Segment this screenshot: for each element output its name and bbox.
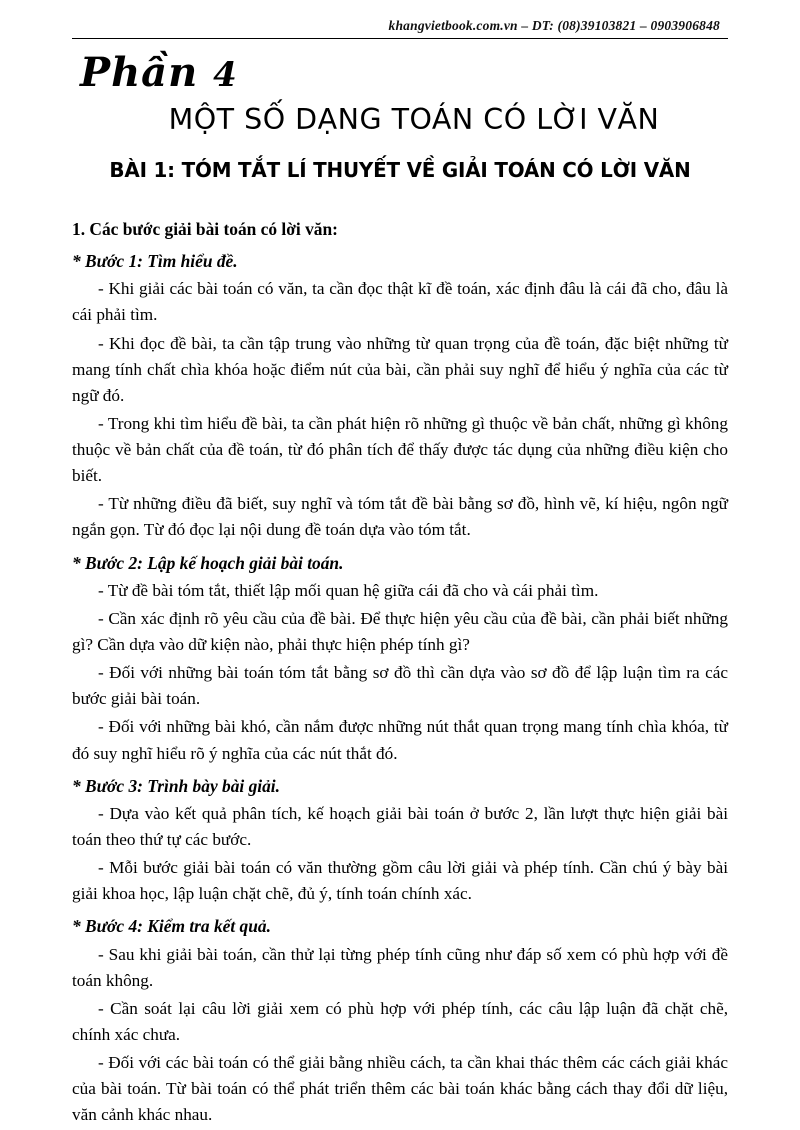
step-heading: * Bước 3: Trình bày bài giải. bbox=[72, 775, 280, 796]
step-paragraph: - Từ đề bài tóm tắt, thiết lập mối quan hệ giữa cái đã cho và cái phải tìm. bbox=[98, 580, 599, 600]
part-word: Phần bbox=[80, 49, 199, 96]
step-paragraph: - Cần xác định rõ yêu cầu của đề bài. Để thực hiện yêu cầu của đề bài, cần phải biết những gì? Cần dựa vào dữ kiện nào, phải thực hiện phép tính gì? bbox=[72, 608, 728, 655]
step-heading: * Bước 2: Lập kế hoạch giải bài toán. bbox=[72, 552, 344, 573]
step-paragraph: - Đối với những bài toán tóm tắt bằng sơ đồ thì cần dựa vào sơ đồ để lập luận tìm ra các bước giải bài toán. bbox=[72, 663, 728, 709]
step-heading: * Bước 4: Kiểm tra kết quả. bbox=[72, 916, 271, 937]
page-title: MỘT SỐ DẠNG TOÁN CÓ LỜI VĂN bbox=[168, 103, 660, 136]
part-number: 4 bbox=[213, 55, 238, 95]
step-block bbox=[72, 248, 728, 544]
step-block bbox=[72, 773, 728, 908]
step-paragraph: - Khi giải các bài toán có văn, ta cần đọc thật kĩ đề toán, xác định đâu là cái đã cho, đâu là cái phải tìm. bbox=[72, 279, 728, 325]
step-paragraph: - Đối với những bài khó, cần nắm được những nút thắt quan trọng mang tính chìa khóa, từ đó suy nghĩ hiểu rõ ý nghĩa của các nút thắt đó. bbox=[72, 717, 728, 763]
part-label bbox=[80, 49, 728, 96]
step-paragraph: - Sau khi giải bài toán, cần thử lại từng phép tính cũng như đáp số xem có phù hợp với đề toán không. bbox=[72, 944, 728, 990]
step-block bbox=[72, 550, 728, 767]
body-content bbox=[72, 216, 728, 1128]
step-paragraph: - Mỗi bước giải bài toán có văn thường gồm câu lời giải và phép tính. Cần chú ý bày bài giải khoa học, lập luận chặt chẽ, đủ ý, tính toán chính xác. bbox=[72, 858, 728, 904]
step-block bbox=[72, 913, 728, 1128]
step-paragraph: - Dựa vào kết quả phân tích, kế hoạch giải bài toán ở bước 2, lần lượt thực hiện giải bài toán theo thứ tự các bước. bbox=[72, 803, 728, 849]
lesson-title: BÀI 1: TÓM TẮT LÍ THUYẾT VỀ GIẢI TOÁN CÓ LỜI VĂN bbox=[109, 158, 691, 182]
publisher-header: khangvietbook.com.vn – DT: (08)39103821 – 0903906848 bbox=[388, 18, 720, 33]
step-paragraph: - Đối với các bài toán có thể giải bằng nhiều cách, ta cần khai thác thêm các cách giải khác của bài toán. Từ bài toán có thể phát triển thêm các bài toán khác bằng cách thay đổi dữ liệu, văn cảnh khác nhau. bbox=[72, 1053, 728, 1125]
step-paragraph: - Khi đọc đề bài, ta cần tập trung vào những từ quan trọng của đề toán, đặc biệt những từ mang tính chất chìa khóa hoặc điểm nút của bài, cần phải suy nghĩ để hiểu ý nghĩa của các từ ngữ đó. bbox=[72, 333, 728, 405]
step-paragraph: - Từ những điều đã biết, suy nghĩ và tóm tắt đề bài bằng sơ đồ, hình vẽ, kí hiệu, ngôn ngữ ngắn gọn. Từ đó đọc lại nội dung đề toán dựa vào tóm tắt. bbox=[72, 494, 728, 540]
header-divider bbox=[72, 38, 728, 39]
step-paragraph: - Trong khi tìm hiểu đề bài, ta cần phát hiện rõ những gì thuộc về bản chất, những gì không thuộc về bản chất của đề toán, từ đó phân tích để thấy được tác dụng của những điều kiện cho biết. bbox=[72, 413, 728, 486]
section-heading: 1. Các bước giải bài toán có lời văn: bbox=[72, 219, 338, 239]
step-heading: * Bước 1: Tìm hiểu đề. bbox=[72, 251, 238, 272]
step-paragraph: - Cần soát lại câu lời giải xem có phù hợp với phép tính, các câu lập luận đã chặt chẽ, chính xác chưa. bbox=[72, 998, 728, 1044]
